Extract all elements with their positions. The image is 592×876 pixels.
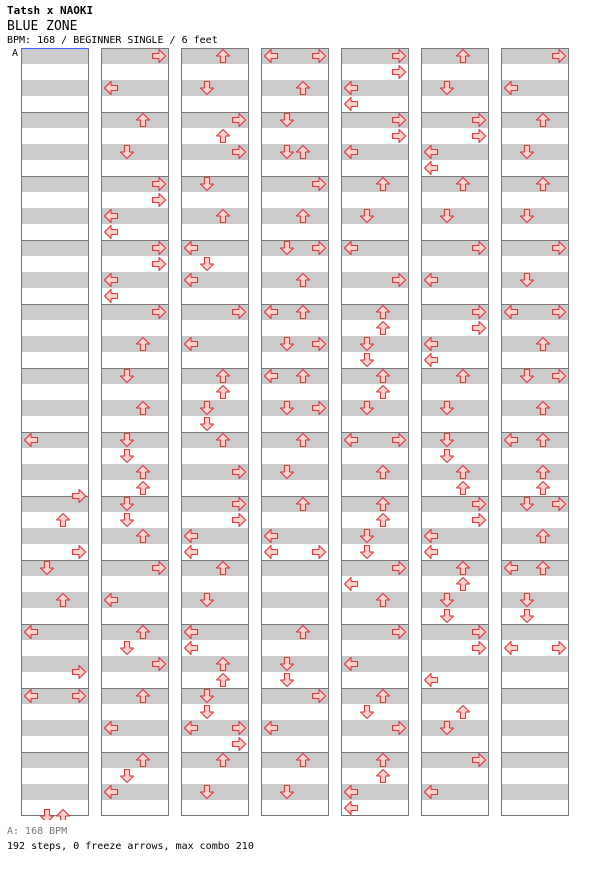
beat-stripe xyxy=(21,464,89,480)
step-arrow-down xyxy=(281,674,294,687)
step-arrow-down xyxy=(121,642,134,655)
beat-stripe xyxy=(341,336,409,352)
beat-stripe xyxy=(181,752,249,768)
beat-stripe xyxy=(181,176,249,192)
beat-stripe xyxy=(341,176,409,192)
beat-stripe xyxy=(501,784,569,800)
beat-stripe xyxy=(501,752,569,768)
beat-stripe xyxy=(21,80,89,96)
beat-stripe xyxy=(421,656,489,672)
beat-stripe xyxy=(101,432,169,448)
beat-stripe xyxy=(421,368,489,384)
beat-stripe xyxy=(21,752,89,768)
beat-stripe xyxy=(181,368,249,384)
beat-stripe xyxy=(21,528,89,544)
beat-stripe xyxy=(421,208,489,224)
beat-stripe xyxy=(21,304,89,320)
step-arrow-down xyxy=(361,354,374,367)
step-arrow-right xyxy=(153,194,166,207)
step-arrow-up xyxy=(457,706,470,719)
step-stats: 192 steps, 0 freeze arrows, max combo 210 xyxy=(7,841,254,852)
step-arrow-right xyxy=(313,546,326,559)
beat-stripe xyxy=(501,208,569,224)
beat-stripe xyxy=(421,48,489,64)
beat-stripe xyxy=(261,496,329,512)
beat-stripe xyxy=(341,592,409,608)
beat-stripe xyxy=(341,304,409,320)
beat-stripe xyxy=(21,336,89,352)
beat-stripe xyxy=(341,368,409,384)
chart-info: BPM: 168 / BEGINNER SINGLE / 6 feet xyxy=(7,35,218,46)
step-arrow-down xyxy=(121,514,134,527)
beat-stripe xyxy=(101,400,169,416)
beat-stripe xyxy=(421,720,489,736)
step-arrow-left xyxy=(425,354,438,367)
beat-stripe xyxy=(261,80,329,96)
beat-stripe xyxy=(341,464,409,480)
step-arrow-up xyxy=(57,810,70,821)
beat-stripe xyxy=(421,176,489,192)
step-arrow-up xyxy=(137,482,150,495)
beat-stripe xyxy=(181,208,249,224)
beat-stripe xyxy=(101,496,169,512)
beat-stripe xyxy=(101,336,169,352)
beat-stripe xyxy=(261,624,329,640)
step-arrow-right xyxy=(393,130,406,143)
beat-stripe xyxy=(261,432,329,448)
beat-stripe xyxy=(101,368,169,384)
bpm-note: A: 168 BPM xyxy=(7,826,68,837)
beat-stripe xyxy=(501,272,569,288)
beat-stripe xyxy=(501,656,569,672)
step-arrow-right xyxy=(553,642,566,655)
step-arrow-left xyxy=(425,674,438,687)
beat-stripe xyxy=(261,112,329,128)
step-arrow-right xyxy=(233,514,246,527)
step-arrow-right xyxy=(73,546,86,559)
step-arrow-left xyxy=(505,642,518,655)
beat-stripe xyxy=(21,560,89,576)
step-arrow-up xyxy=(217,130,230,143)
step-arrow-up xyxy=(377,514,390,527)
step-arrow-left xyxy=(345,98,358,111)
beat-stripe xyxy=(501,400,569,416)
beat-stripe xyxy=(181,784,249,800)
beat-stripe xyxy=(21,144,89,160)
beat-stripe xyxy=(261,208,329,224)
step-arrow-up xyxy=(377,770,390,783)
beat-stripe xyxy=(341,496,409,512)
beat-stripe xyxy=(181,688,249,704)
beat-stripe xyxy=(421,400,489,416)
beat-stripe xyxy=(261,752,329,768)
beat-stripe xyxy=(21,400,89,416)
artist-name: Tatsh x NAOKI xyxy=(7,4,94,17)
beat-stripe xyxy=(101,144,169,160)
song-title: BLUE ZONE xyxy=(7,19,78,34)
beat-stripe xyxy=(501,592,569,608)
beat-stripe xyxy=(101,528,169,544)
beat-stripe xyxy=(261,464,329,480)
step-arrow-up xyxy=(457,578,470,591)
step-arrow-right xyxy=(153,258,166,271)
step-arrow-up xyxy=(457,482,470,495)
beat-stripe xyxy=(261,560,329,576)
step-arrow-left xyxy=(105,290,118,303)
beat-stripe xyxy=(261,784,329,800)
step-arrow-down xyxy=(441,610,454,623)
beat-stripe xyxy=(341,400,409,416)
beat-stripe xyxy=(101,624,169,640)
step-arrow-left xyxy=(425,546,438,559)
step-arrow-down xyxy=(361,706,374,719)
beat-stripe xyxy=(21,720,89,736)
step-arrow-down xyxy=(201,258,214,271)
beat-stripe xyxy=(181,592,249,608)
step-arrow-up xyxy=(537,482,550,495)
beat-stripe xyxy=(21,272,89,288)
step-arrow-left xyxy=(345,802,358,815)
beat-stripe xyxy=(501,528,569,544)
step-arrow-up xyxy=(57,514,70,527)
step-arrow-up xyxy=(217,674,230,687)
beat-stripe xyxy=(261,272,329,288)
beat-stripe xyxy=(501,624,569,640)
beat-stripe xyxy=(421,560,489,576)
beat-stripe xyxy=(21,176,89,192)
beat-stripe xyxy=(501,336,569,352)
beat-stripe xyxy=(101,464,169,480)
step-arrow-down xyxy=(441,450,454,463)
step-arrow-down xyxy=(121,770,134,783)
beat-stripe xyxy=(181,400,249,416)
step-arrow-left xyxy=(185,546,198,559)
step-arrow-left xyxy=(105,226,118,239)
beat-stripe xyxy=(501,176,569,192)
step-arrow-right xyxy=(473,514,486,527)
beat-stripe xyxy=(181,80,249,96)
beat-stripe xyxy=(21,208,89,224)
step-arrow-down xyxy=(121,450,134,463)
beat-stripe xyxy=(421,688,489,704)
beat-stripe xyxy=(341,528,409,544)
beat-stripe xyxy=(21,368,89,384)
step-arrow-left xyxy=(345,578,358,591)
beat-stripe xyxy=(181,560,249,576)
beat-stripe xyxy=(341,208,409,224)
step-arrow-down xyxy=(361,546,374,559)
beat-stripe xyxy=(501,688,569,704)
beat-stripe xyxy=(421,432,489,448)
step-arrow-up xyxy=(377,386,390,399)
step-arrow-right xyxy=(473,322,486,335)
beat-stripe xyxy=(261,144,329,160)
step-arrow-down xyxy=(41,810,54,821)
step-arrow-right xyxy=(393,66,406,79)
beat-stripe xyxy=(341,688,409,704)
beat-stripe xyxy=(21,592,89,608)
step-arrow-right xyxy=(473,130,486,143)
beat-stripe xyxy=(101,688,169,704)
step-arrow-up xyxy=(377,322,390,335)
beat-stripe xyxy=(181,432,249,448)
beat-stripe xyxy=(421,464,489,480)
beat-stripe xyxy=(181,656,249,672)
step-arrow-left xyxy=(185,642,198,655)
step-arrow-left xyxy=(265,546,278,559)
beat-stripe xyxy=(501,720,569,736)
beat-stripe xyxy=(261,656,329,672)
beat-stripe xyxy=(181,48,249,64)
beat-stripe xyxy=(101,752,169,768)
beat-stripe xyxy=(21,784,89,800)
step-arrow-left xyxy=(425,162,438,175)
beat-stripe xyxy=(21,112,89,128)
beat-stripe xyxy=(21,48,89,64)
step-arrow-down xyxy=(521,610,534,623)
beat-stripe xyxy=(421,80,489,96)
step-arrow-down xyxy=(201,706,214,719)
beat-stripe xyxy=(21,240,89,256)
bpm-marker-label: A xyxy=(12,48,19,59)
beat-stripe xyxy=(101,112,169,128)
beat-stripe xyxy=(261,592,329,608)
beat-stripe xyxy=(501,464,569,480)
step-arrow-right xyxy=(473,642,486,655)
beat-stripe xyxy=(501,112,569,128)
beat-stripe xyxy=(501,144,569,160)
step-arrow-down xyxy=(201,418,214,431)
beat-stripe xyxy=(421,592,489,608)
step-arrow-up xyxy=(217,386,230,399)
beat-stripe xyxy=(341,752,409,768)
step-arrow-right xyxy=(233,738,246,751)
